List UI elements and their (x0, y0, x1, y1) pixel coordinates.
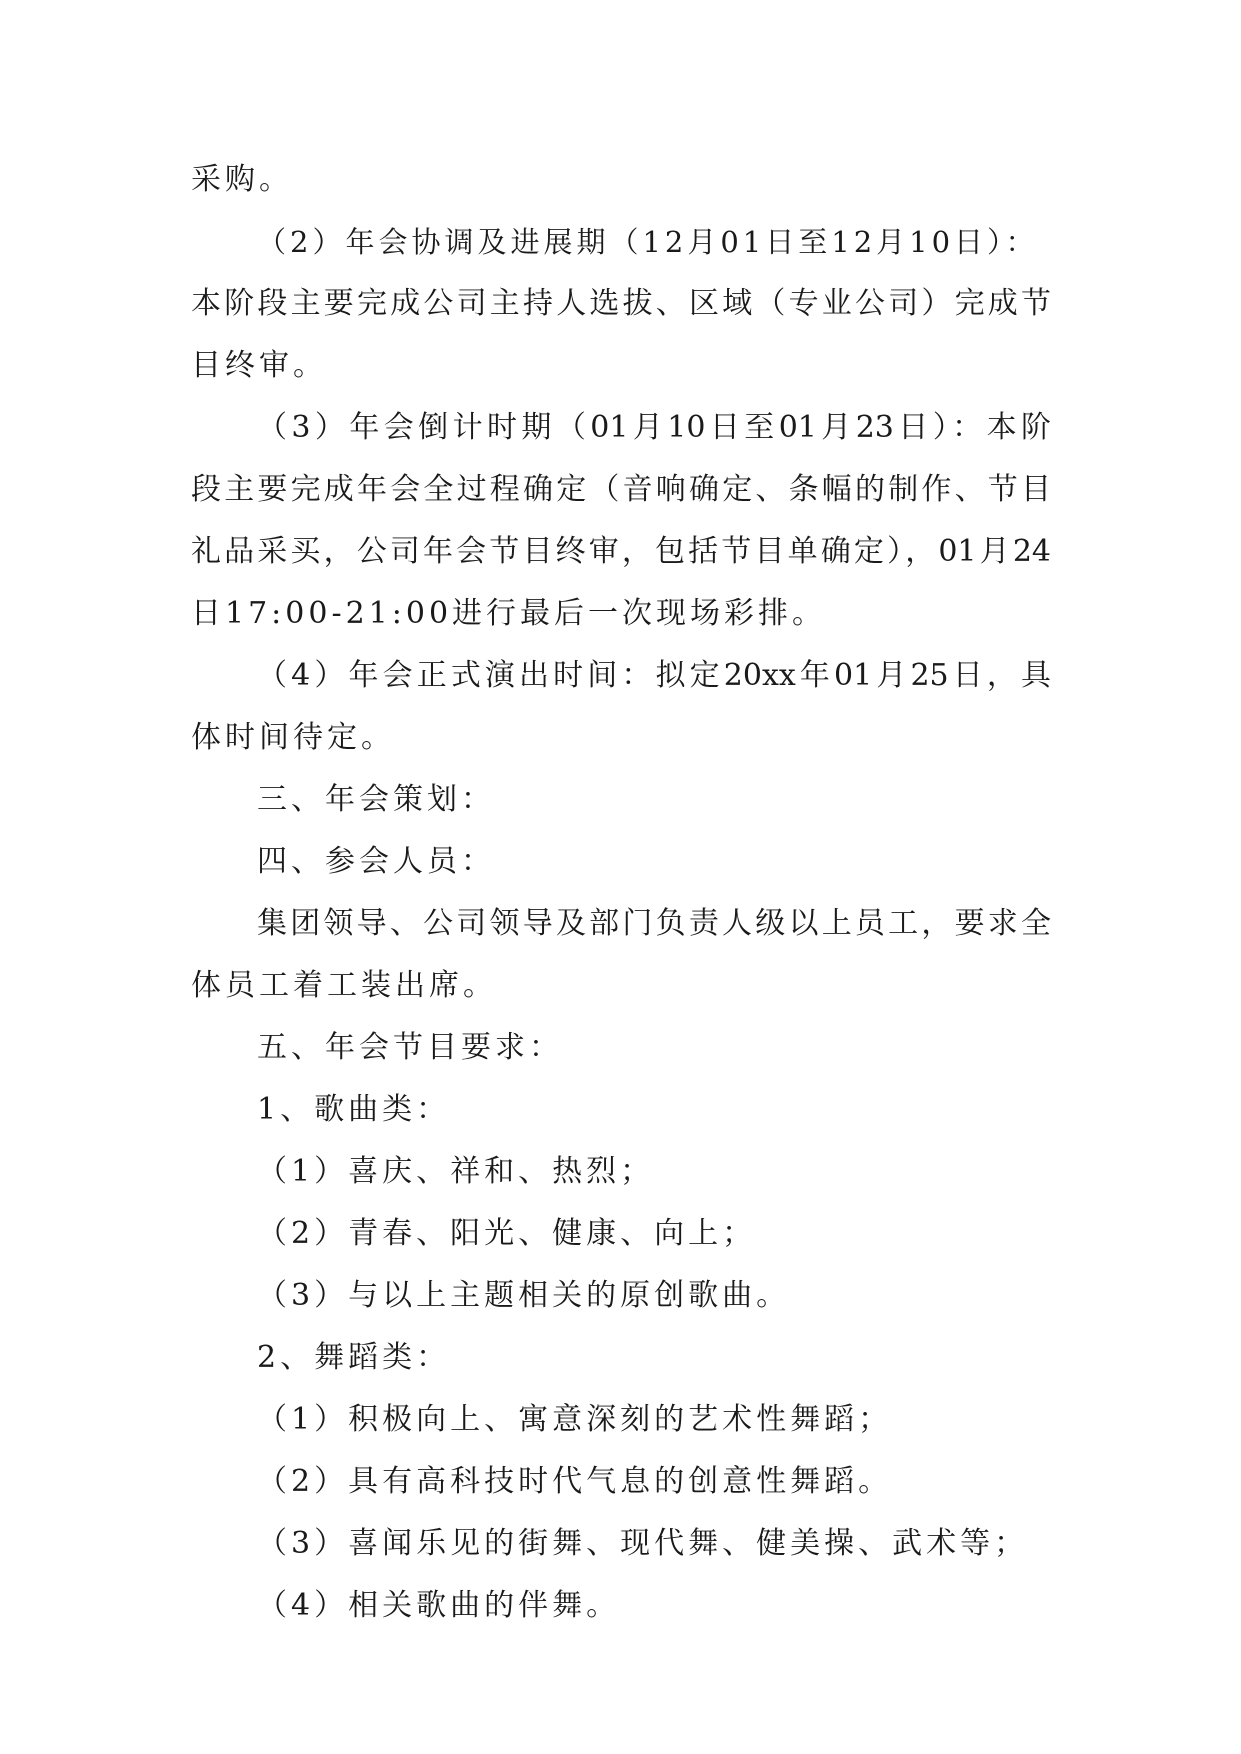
list-item: （3）喜闻乐见的街舞、现代舞、健美操、武术等； (257, 1526, 1029, 1561)
list-item: （1）喜庆、祥和、热烈； (257, 1154, 655, 1189)
text-line: 集团领导、公司领导及部门负责人级以上员工，要求全 (257, 906, 1051, 941)
text-line: 采购。 (191, 162, 293, 197)
list-item: （2）具有高科技时代气息的创意性舞蹈。 (257, 1464, 893, 1499)
subsection-heading: 1、歌曲类： (257, 1092, 451, 1127)
list-item: （2）青春、阳光、健康、向上； (257, 1216, 757, 1251)
section-heading: 三、年会策划： (257, 782, 495, 817)
text-line: 本阶段主要完成公司主持人选拔、区域（专业公司）完成节 (191, 286, 1051, 321)
section-heading: 五、年会节目要求： (257, 1030, 563, 1065)
list-item: （4）相关歌曲的伴舞。 (257, 1588, 621, 1623)
subsection-heading: 2、舞蹈类： (257, 1340, 451, 1375)
text-line: 段主要完成年会全过程确定（音响确定、条幅的制作、节目 (191, 472, 1051, 507)
text-line: （2）年会协调及进展期（12月01日至12月10日）： (257, 225, 1039, 259)
text-line: 目终审。 (191, 348, 327, 383)
list-item: （3）与以上主题相关的原创歌曲。 (257, 1278, 791, 1313)
text-line: 礼品采买，公司年会节目终审，包括节目单确定），01月24 (191, 534, 1051, 569)
text-line: （3）年会倒计时期（01月10日至01月23日）：本阶 (257, 410, 1051, 445)
section-heading: 四、参会人员： (257, 844, 495, 879)
text-line: 体员工着工装出席。 (191, 968, 497, 1003)
text-line: 日17:00-21:00进行最后一次现场彩排。 (191, 596, 827, 631)
text-line: （4）年会正式演出时间：拟定20xx年01月25日，具 (257, 658, 1051, 693)
text-line: 体时间待定。 (191, 720, 395, 755)
list-item: （1）积极向上、寓意深刻的艺术性舞蹈； (257, 1402, 893, 1437)
